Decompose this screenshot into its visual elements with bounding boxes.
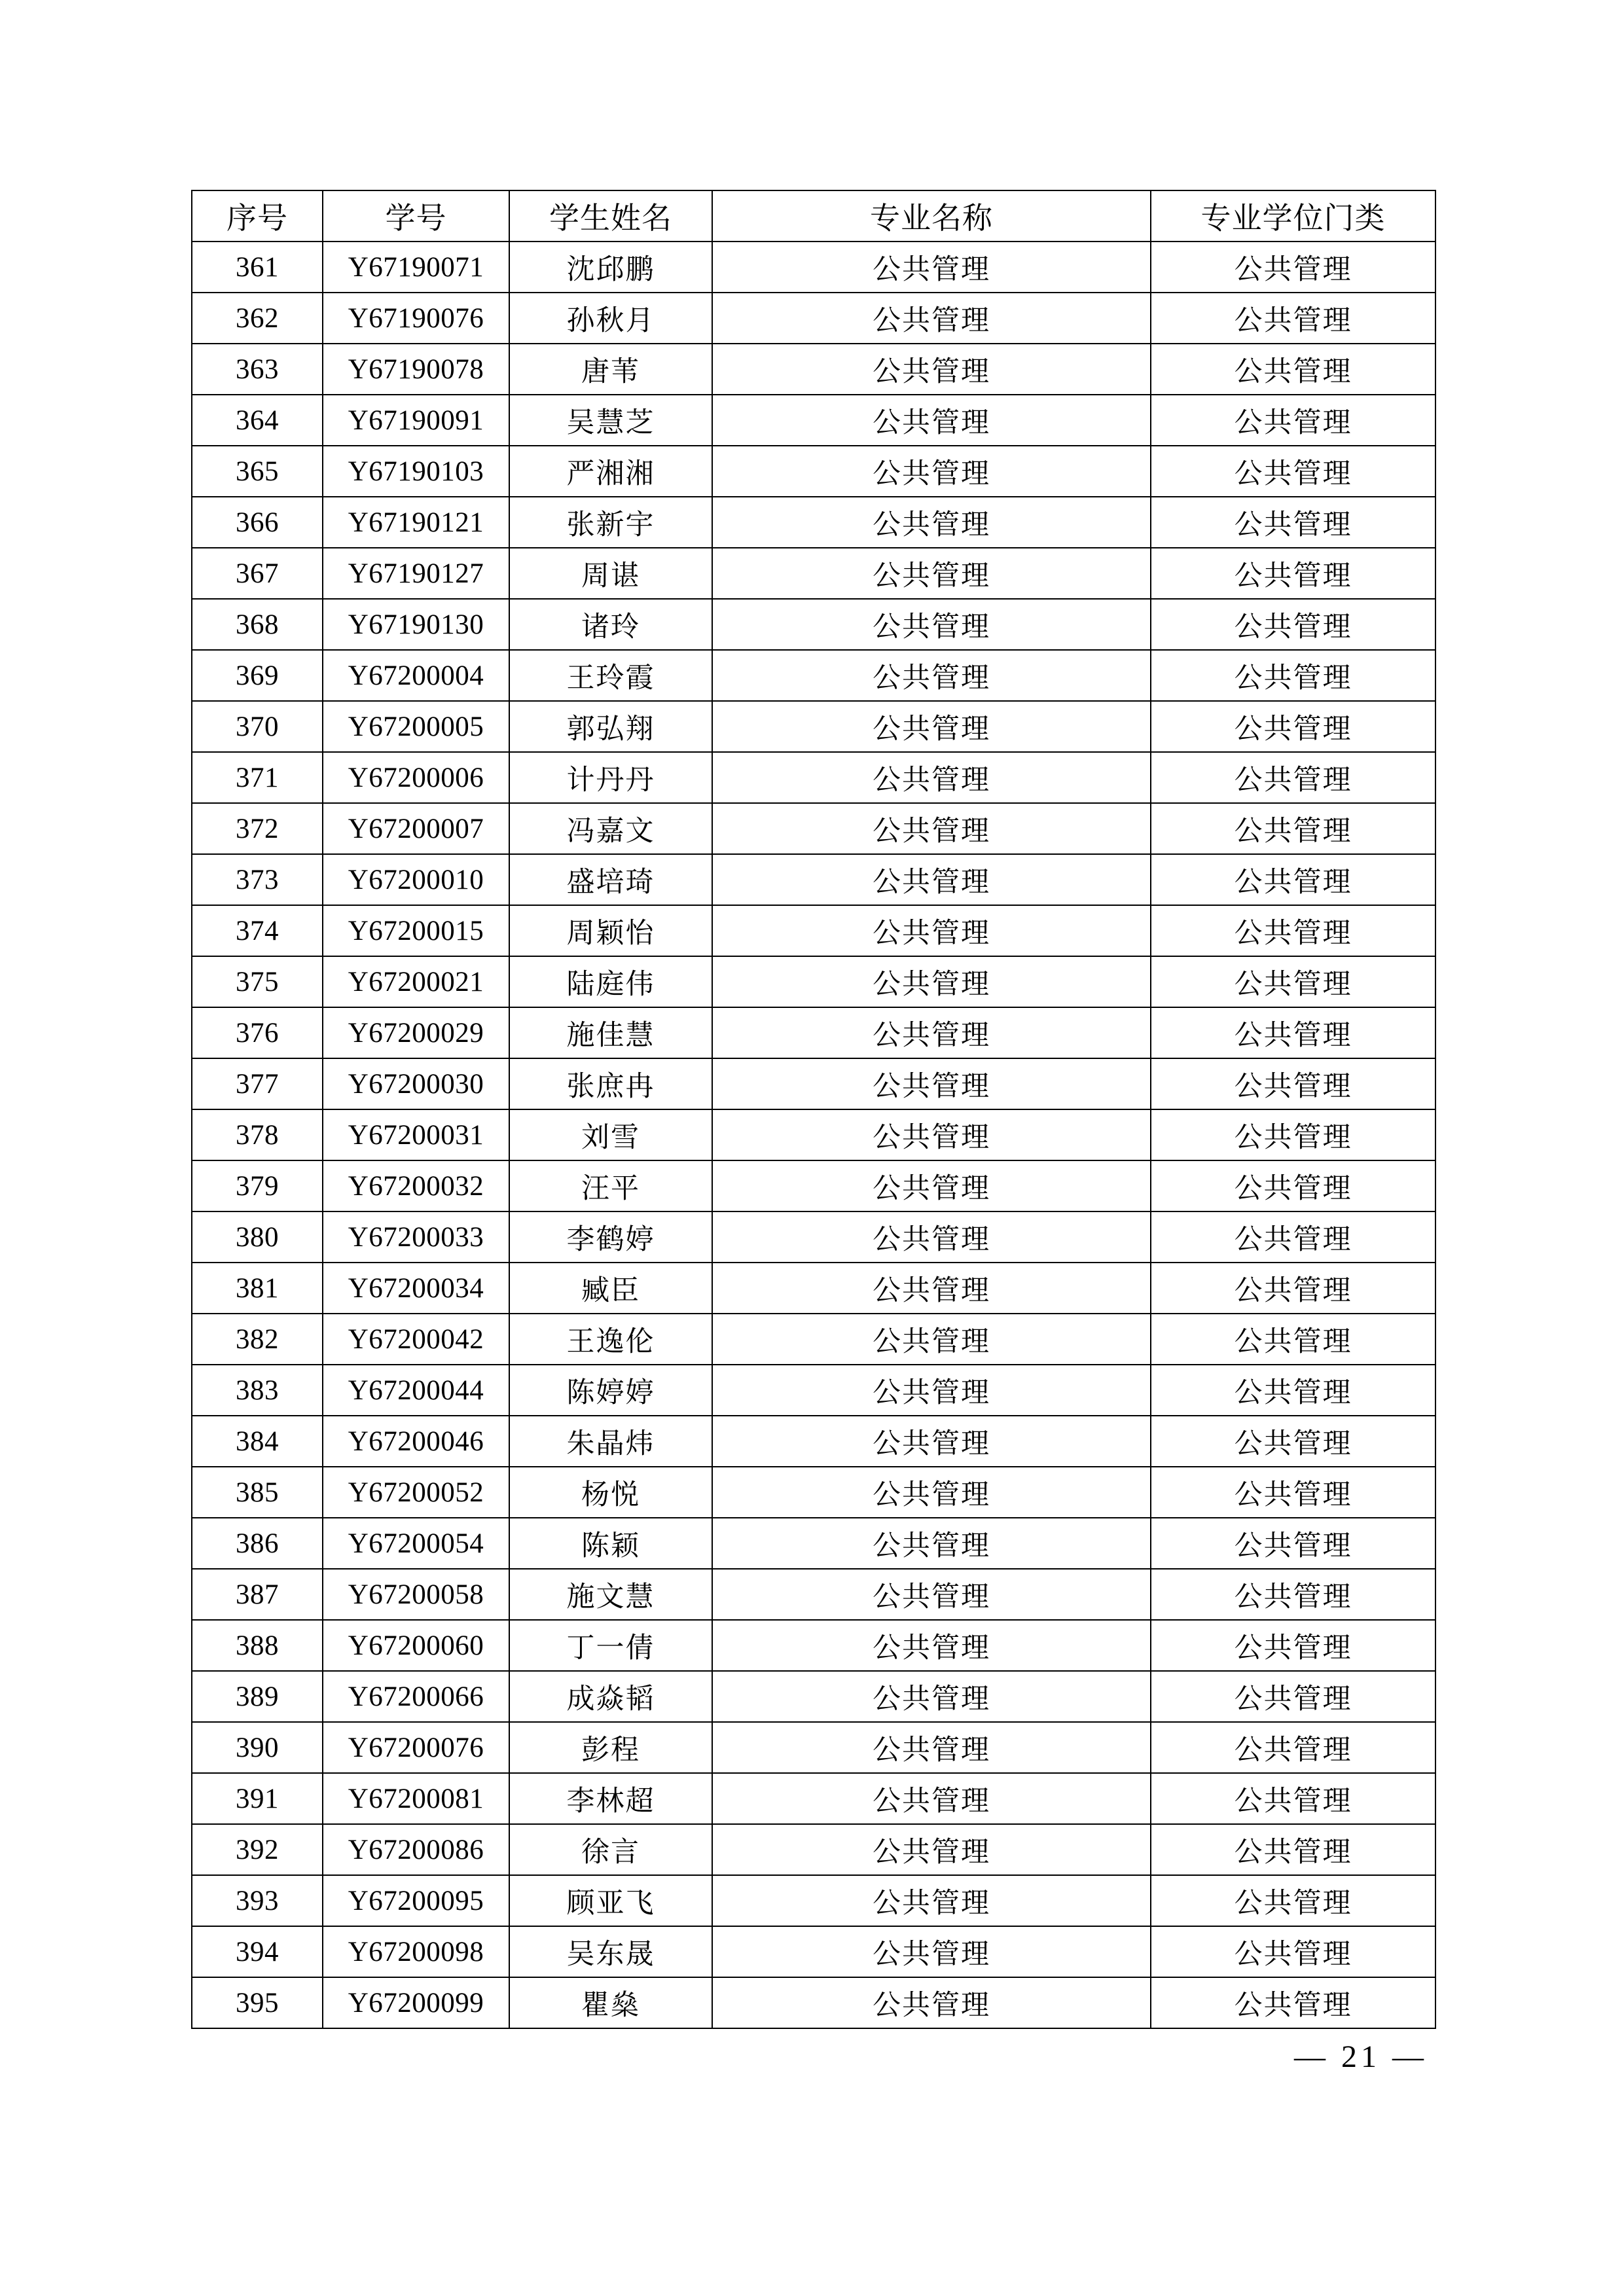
- cell-degree-category: 公共管理: [1151, 446, 1435, 497]
- table-row: [192, 497, 1435, 548]
- cell-student-id: Y67200030: [323, 1058, 509, 1109]
- cell-major-name: 公共管理: [712, 1211, 1151, 1263]
- cell-sequence: 394: [192, 1926, 323, 1977]
- cell-student-id: Y67200066: [323, 1671, 509, 1722]
- cell-degree-category: 公共管理: [1151, 1109, 1435, 1160]
- table-row: [192, 1620, 1435, 1671]
- table-row: [192, 1007, 1435, 1058]
- cell-major-name: 公共管理: [712, 1824, 1151, 1875]
- table-row: [192, 1875, 1435, 1926]
- cell-sequence: 372: [192, 803, 323, 854]
- table-row: [192, 1977, 1435, 2028]
- cell-major-name: 公共管理: [712, 752, 1151, 803]
- cell-student-name: 刘雪: [509, 1109, 712, 1160]
- cell-sequence: 382: [192, 1314, 323, 1365]
- cell-degree-category: 公共管理: [1151, 1518, 1435, 1569]
- table-row: [192, 395, 1435, 446]
- table-row: [192, 1160, 1435, 1211]
- cell-student-id: Y67190071: [323, 242, 509, 293]
- table-row: [192, 905, 1435, 956]
- cell-degree-category: 公共管理: [1151, 1875, 1435, 1926]
- column-header-major-name: 专业名称: [712, 190, 1151, 242]
- cell-student-id: Y67190130: [323, 599, 509, 650]
- table-header-row: [192, 190, 1435, 242]
- cell-student-name: 唐苇: [509, 344, 712, 395]
- table-row: [192, 344, 1435, 395]
- cell-degree-category: 公共管理: [1151, 1211, 1435, 1263]
- cell-major-name: 公共管理: [712, 1365, 1151, 1416]
- cell-major-name: 公共管理: [712, 1007, 1151, 1058]
- cell-student-id: Y67200029: [323, 1007, 509, 1058]
- cell-degree-category: 公共管理: [1151, 1314, 1435, 1365]
- cell-major-name: 公共管理: [712, 1875, 1151, 1926]
- table-row: [192, 1569, 1435, 1620]
- cell-student-name: 彭程: [509, 1722, 712, 1773]
- cell-student-name: 成焱韬: [509, 1671, 712, 1722]
- cell-major-name: 公共管理: [712, 1058, 1151, 1109]
- table-row: [192, 956, 1435, 1007]
- cell-student-name: 徐言: [509, 1824, 712, 1875]
- table-row: [192, 1263, 1435, 1314]
- cell-degree-category: 公共管理: [1151, 1977, 1435, 2028]
- cell-student-name: 李林超: [509, 1773, 712, 1824]
- cell-major-name: 公共管理: [712, 1671, 1151, 1722]
- cell-student-id: Y67190103: [323, 446, 509, 497]
- column-header-sequence: 序号: [192, 190, 323, 242]
- table-row: [192, 803, 1435, 854]
- cell-student-name: 施文慧: [509, 1569, 712, 1620]
- cell-student-id: Y67200060: [323, 1620, 509, 1671]
- cell-student-name: 张庶冉: [509, 1058, 712, 1109]
- cell-sequence: 387: [192, 1569, 323, 1620]
- table-row: [192, 701, 1435, 752]
- cell-student-id: Y67200032: [323, 1160, 509, 1211]
- table-row: [192, 1518, 1435, 1569]
- cell-sequence: 365: [192, 446, 323, 497]
- cell-degree-category: 公共管理: [1151, 1467, 1435, 1518]
- cell-degree-category: 公共管理: [1151, 395, 1435, 446]
- cell-major-name: 公共管理: [712, 905, 1151, 956]
- cell-sequence: 388: [192, 1620, 323, 1671]
- cell-student-name: 冯嘉文: [509, 803, 712, 854]
- cell-degree-category: 公共管理: [1151, 497, 1435, 548]
- cell-sequence: 392: [192, 1824, 323, 1875]
- cell-student-id: Y67200081: [323, 1773, 509, 1824]
- cell-major-name: 公共管理: [712, 803, 1151, 854]
- cell-student-name: 孙秋月: [509, 293, 712, 344]
- cell-sequence: 379: [192, 1160, 323, 1211]
- cell-degree-category: 公共管理: [1151, 1160, 1435, 1211]
- cell-degree-category: 公共管理: [1151, 344, 1435, 395]
- cell-major-name: 公共管理: [712, 293, 1151, 344]
- cell-major-name: 公共管理: [712, 1467, 1151, 1518]
- cell-sequence: 374: [192, 905, 323, 956]
- column-header-degree-category: 专业学位门类: [1151, 190, 1435, 242]
- cell-sequence: 367: [192, 548, 323, 599]
- table-row: [192, 1773, 1435, 1824]
- cell-sequence: 383: [192, 1365, 323, 1416]
- cell-sequence: 395: [192, 1977, 323, 2028]
- table-row: [192, 1416, 1435, 1467]
- cell-student-name: 盛培琦: [509, 854, 712, 905]
- table-row: [192, 1467, 1435, 1518]
- cell-sequence: 377: [192, 1058, 323, 1109]
- cell-sequence: 368: [192, 599, 323, 650]
- cell-sequence: 381: [192, 1263, 323, 1314]
- cell-degree-category: 公共管理: [1151, 1365, 1435, 1416]
- cell-student-id: Y67200054: [323, 1518, 509, 1569]
- cell-sequence: 380: [192, 1211, 323, 1263]
- cell-student-name: 施佳慧: [509, 1007, 712, 1058]
- cell-major-name: 公共管理: [712, 242, 1151, 293]
- page-number: — 21 —: [1294, 2039, 1428, 2074]
- cell-major-name: 公共管理: [712, 599, 1151, 650]
- cell-degree-category: 公共管理: [1151, 1263, 1435, 1314]
- table-row: [192, 650, 1435, 701]
- cell-student-name: 诸玲: [509, 599, 712, 650]
- cell-student-name: 郭弘翔: [509, 701, 712, 752]
- cell-major-name: 公共管理: [712, 497, 1151, 548]
- cell-sequence: 369: [192, 650, 323, 701]
- table-row: [192, 1058, 1435, 1109]
- cell-student-id: Y67200010: [323, 854, 509, 905]
- cell-degree-category: 公共管理: [1151, 599, 1435, 650]
- cell-student-id: Y67200005: [323, 701, 509, 752]
- cell-student-id: Y67200004: [323, 650, 509, 701]
- cell-student-name: 陈婷婷: [509, 1365, 712, 1416]
- cell-degree-category: 公共管理: [1151, 1722, 1435, 1773]
- cell-sequence: 389: [192, 1671, 323, 1722]
- cell-degree-category: 公共管理: [1151, 1058, 1435, 1109]
- cell-student-id: Y67200052: [323, 1467, 509, 1518]
- cell-degree-category: 公共管理: [1151, 1926, 1435, 1977]
- table-row: [192, 1314, 1435, 1365]
- table-row: [192, 446, 1435, 497]
- cell-degree-category: 公共管理: [1151, 548, 1435, 599]
- cell-student-id: Y67200042: [323, 1314, 509, 1365]
- cell-student-name: 杨悦: [509, 1467, 712, 1518]
- cell-sequence: 366: [192, 497, 323, 548]
- cell-sequence: 385: [192, 1467, 323, 1518]
- cell-student-name: 吴东晟: [509, 1926, 712, 1977]
- cell-sequence: 370: [192, 701, 323, 752]
- table-row: [192, 293, 1435, 344]
- cell-sequence: 363: [192, 344, 323, 395]
- cell-sequence: 390: [192, 1722, 323, 1773]
- cell-student-name: 瞿燊: [509, 1977, 712, 2028]
- cell-sequence: 364: [192, 395, 323, 446]
- cell-student-id: Y67190121: [323, 497, 509, 548]
- cell-student-name: 陆庭伟: [509, 956, 712, 1007]
- cell-degree-category: 公共管理: [1151, 1007, 1435, 1058]
- cell-sequence: 376: [192, 1007, 323, 1058]
- cell-major-name: 公共管理: [712, 446, 1151, 497]
- cell-major-name: 公共管理: [712, 854, 1151, 905]
- cell-major-name: 公共管理: [712, 1416, 1151, 1467]
- cell-degree-category: 公共管理: [1151, 1824, 1435, 1875]
- table-row: [192, 1211, 1435, 1263]
- table-row: [192, 854, 1435, 905]
- cell-student-name: 陈颖: [509, 1518, 712, 1569]
- cell-student-id: Y67200058: [323, 1569, 509, 1620]
- cell-degree-category: 公共管理: [1151, 905, 1435, 956]
- cell-student-id: Y67200099: [323, 1977, 509, 2028]
- cell-student-id: Y67200086: [323, 1824, 509, 1875]
- table-row: [192, 548, 1435, 599]
- cell-major-name: 公共管理: [712, 956, 1151, 1007]
- table-row: [192, 1722, 1435, 1773]
- cell-major-name: 公共管理: [712, 1314, 1151, 1365]
- cell-student-name: 李鹤婷: [509, 1211, 712, 1263]
- student-roster-table: [191, 190, 1436, 2029]
- student-roster-table-container: [191, 190, 1435, 2029]
- cell-student-name: 周颖怡: [509, 905, 712, 956]
- cell-student-id: Y67190078: [323, 344, 509, 395]
- cell-sequence: 378: [192, 1109, 323, 1160]
- cell-student-name: 周谌: [509, 548, 712, 599]
- cell-degree-category: 公共管理: [1151, 650, 1435, 701]
- cell-student-id: Y67200015: [323, 905, 509, 956]
- table-row: [192, 1926, 1435, 1977]
- cell-major-name: 公共管理: [712, 1977, 1151, 2028]
- cell-student-name: 严湘湘: [509, 446, 712, 497]
- cell-student-name: 王玲霞: [509, 650, 712, 701]
- table-body: [192, 242, 1435, 2028]
- cell-major-name: 公共管理: [712, 650, 1151, 701]
- cell-student-id: Y67190127: [323, 548, 509, 599]
- cell-degree-category: 公共管理: [1151, 803, 1435, 854]
- table-row: [192, 752, 1435, 803]
- cell-student-id: Y67190091: [323, 395, 509, 446]
- cell-degree-category: 公共管理: [1151, 1416, 1435, 1467]
- cell-degree-category: 公共管理: [1151, 752, 1435, 803]
- cell-student-name: 张新宇: [509, 497, 712, 548]
- cell-degree-category: 公共管理: [1151, 293, 1435, 344]
- cell-major-name: 公共管理: [712, 1926, 1151, 1977]
- cell-major-name: 公共管理: [712, 1518, 1151, 1569]
- cell-degree-category: 公共管理: [1151, 854, 1435, 905]
- cell-major-name: 公共管理: [712, 701, 1151, 752]
- cell-degree-category: 公共管理: [1151, 1620, 1435, 1671]
- table-row: [192, 1109, 1435, 1160]
- table-row: [192, 242, 1435, 293]
- cell-major-name: 公共管理: [712, 1263, 1151, 1314]
- cell-student-id: Y67200031: [323, 1109, 509, 1160]
- cell-sequence: 371: [192, 752, 323, 803]
- cell-major-name: 公共管理: [712, 395, 1151, 446]
- cell-major-name: 公共管理: [712, 1722, 1151, 1773]
- column-header-student-name: 学生姓名: [509, 190, 712, 242]
- cell-student-name: 沈邱鹏: [509, 242, 712, 293]
- cell-student-id: Y67200076: [323, 1722, 509, 1773]
- cell-student-id: Y67200044: [323, 1365, 509, 1416]
- cell-student-name: 吴慧芝: [509, 395, 712, 446]
- cell-sequence: 362: [192, 293, 323, 344]
- cell-sequence: 375: [192, 956, 323, 1007]
- cell-student-id: Y67200007: [323, 803, 509, 854]
- cell-sequence: 393: [192, 1875, 323, 1926]
- cell-degree-category: 公共管理: [1151, 701, 1435, 752]
- cell-student-id: Y67200034: [323, 1263, 509, 1314]
- cell-sequence: 386: [192, 1518, 323, 1569]
- cell-student-id: Y67190076: [323, 293, 509, 344]
- cell-sequence: 361: [192, 242, 323, 293]
- cell-major-name: 公共管理: [712, 1773, 1151, 1824]
- cell-degree-category: 公共管理: [1151, 1671, 1435, 1722]
- cell-degree-category: 公共管理: [1151, 1773, 1435, 1824]
- cell-major-name: 公共管理: [712, 344, 1151, 395]
- cell-degree-category: 公共管理: [1151, 1569, 1435, 1620]
- table-row: [192, 599, 1435, 650]
- cell-major-name: 公共管理: [712, 1109, 1151, 1160]
- cell-student-name: 臧臣: [509, 1263, 712, 1314]
- column-header-student-id: 学号: [323, 190, 509, 242]
- cell-sequence: 391: [192, 1773, 323, 1824]
- cell-student-id: Y67200006: [323, 752, 509, 803]
- cell-student-id: Y67200095: [323, 1875, 509, 1926]
- cell-student-id: Y67200098: [323, 1926, 509, 1977]
- cell-major-name: 公共管理: [712, 1620, 1151, 1671]
- cell-student-name: 计丹丹: [509, 752, 712, 803]
- cell-degree-category: 公共管理: [1151, 242, 1435, 293]
- cell-degree-category: 公共管理: [1151, 956, 1435, 1007]
- cell-sequence: 384: [192, 1416, 323, 1467]
- cell-student-id: Y67200046: [323, 1416, 509, 1467]
- table-row: [192, 1824, 1435, 1875]
- cell-major-name: 公共管理: [712, 1160, 1151, 1211]
- cell-student-name: 顾亚飞: [509, 1875, 712, 1926]
- table-row: [192, 1365, 1435, 1416]
- cell-student-id: Y67200033: [323, 1211, 509, 1263]
- cell-student-name: 朱晶炜: [509, 1416, 712, 1467]
- cell-student-name: 王逸伦: [509, 1314, 712, 1365]
- cell-student-name: 汪平: [509, 1160, 712, 1211]
- cell-student-id: Y67200021: [323, 956, 509, 1007]
- cell-major-name: 公共管理: [712, 1569, 1151, 1620]
- table-row: [192, 1671, 1435, 1722]
- table-header: [192, 190, 1435, 242]
- cell-student-name: 丁一倩: [509, 1620, 712, 1671]
- cell-sequence: 373: [192, 854, 323, 905]
- cell-major-name: 公共管理: [712, 548, 1151, 599]
